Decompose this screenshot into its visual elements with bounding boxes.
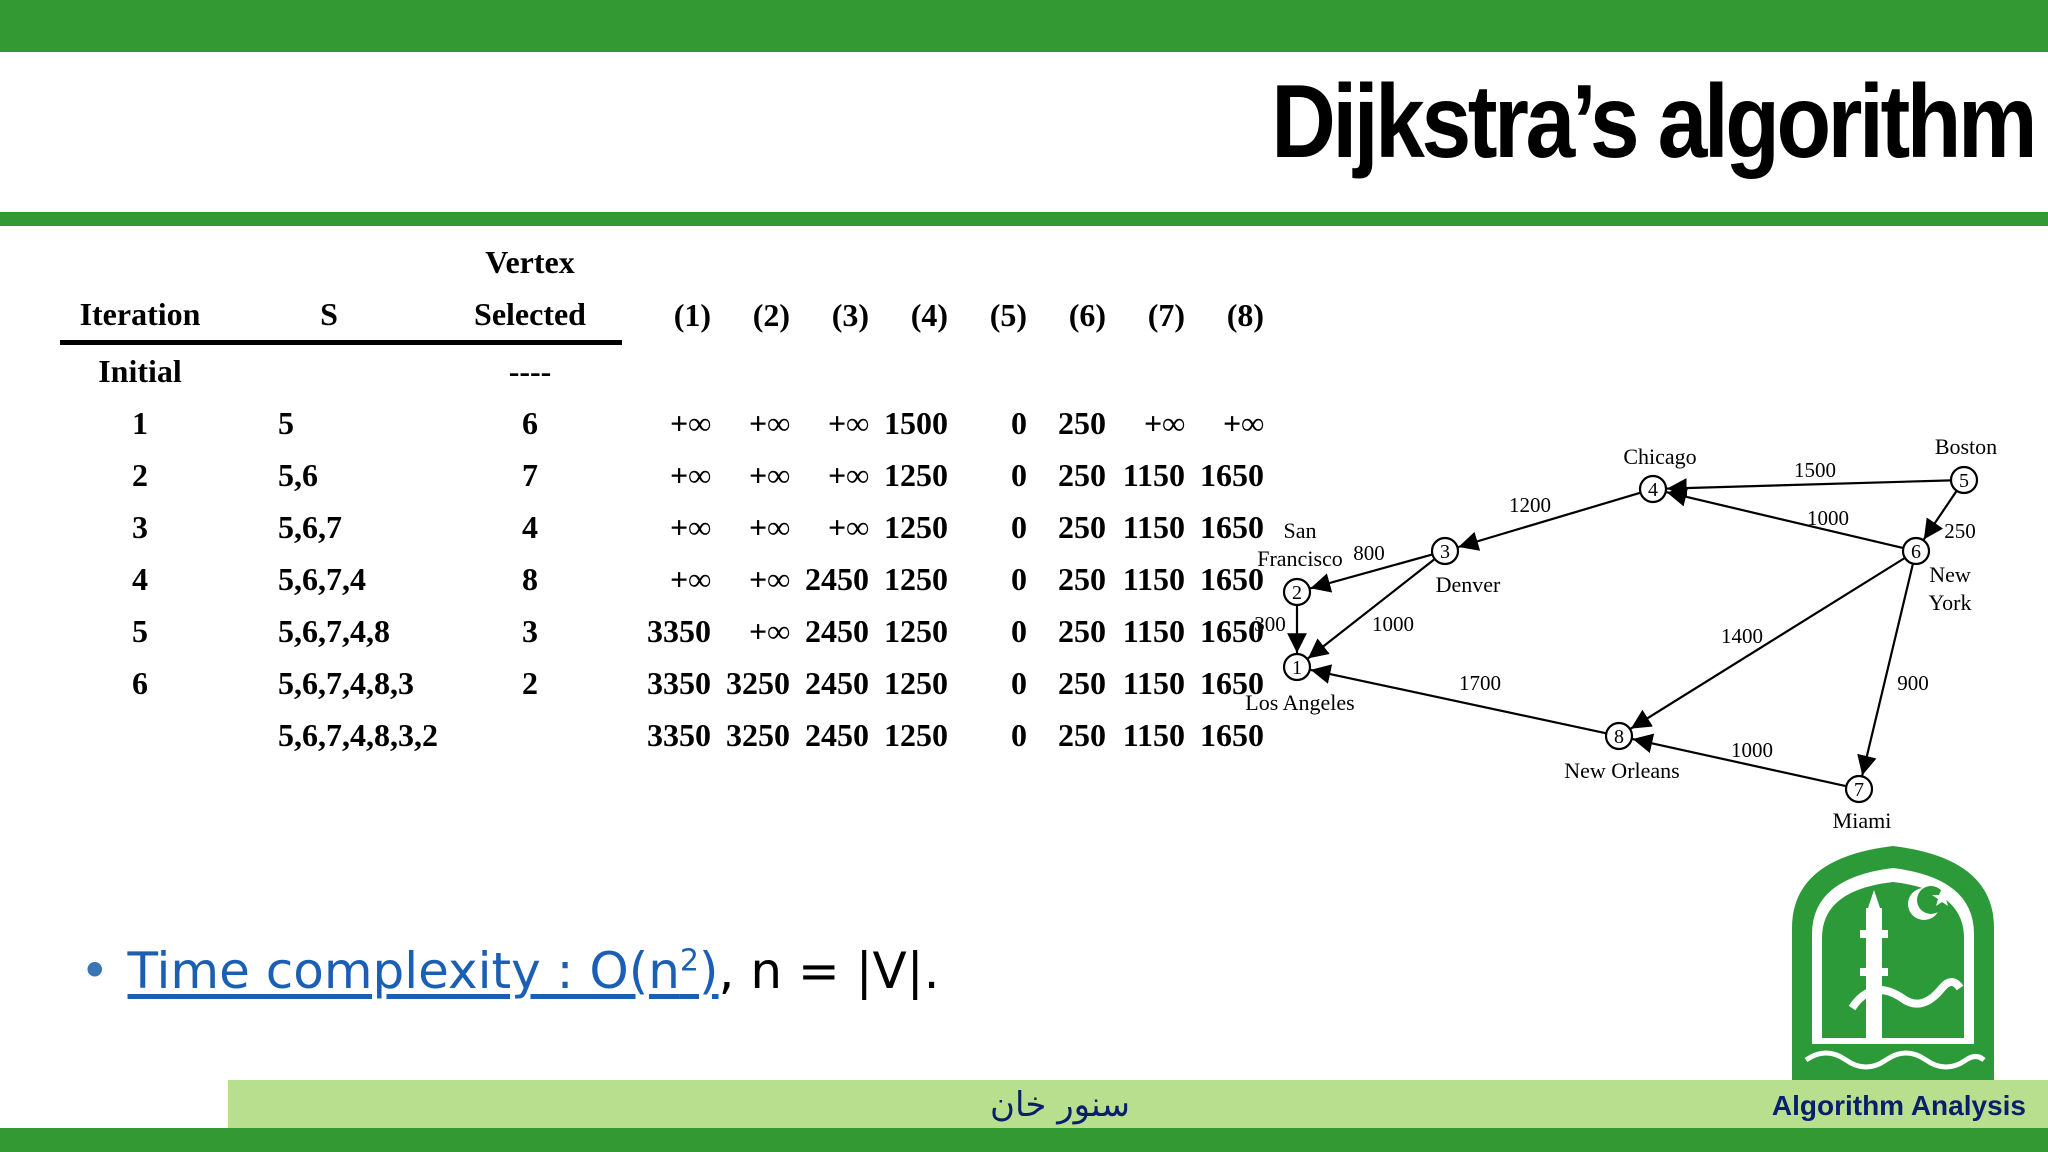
distance-cell: 2450 xyxy=(805,613,869,649)
distance-cell xyxy=(711,343,790,398)
city-label: New Orleans xyxy=(1564,758,1680,783)
complexity-bullet xyxy=(80,942,939,1000)
distance-cell: 3350 xyxy=(647,665,711,701)
s-set-cell: 5,6,7 xyxy=(278,509,342,545)
distance-cell: +∞ xyxy=(827,457,869,493)
iteration-cell: Initial xyxy=(98,353,182,389)
edge-weight-label: 1700 xyxy=(1459,671,1501,695)
graph-edge-6-7 xyxy=(1862,564,1913,776)
city-label: Boston xyxy=(1934,434,1998,459)
iteration-cell: 5 xyxy=(132,613,148,649)
node-id-label: 3 xyxy=(1440,541,1450,563)
city-label: San xyxy=(1283,518,1317,543)
title-divider xyxy=(0,212,2048,226)
node-id-label: 1 xyxy=(1292,657,1302,679)
gap-cell xyxy=(622,709,632,761)
header-d1: (1) xyxy=(673,297,711,334)
table-row xyxy=(60,709,1264,761)
distance-cell: 0 xyxy=(1011,561,1027,597)
distance-cell: +∞ xyxy=(827,509,869,545)
distance-cell xyxy=(1106,343,1185,398)
header-d8: (8) xyxy=(1226,297,1264,334)
iteration-cell: 6 xyxy=(132,665,148,701)
distance-cell: 0 xyxy=(1011,613,1027,649)
distance-cell: 1250 xyxy=(884,509,948,545)
distance-cell: 3250 xyxy=(726,665,790,701)
table-body xyxy=(60,343,1264,762)
distance-cell: 1150 xyxy=(1122,665,1185,701)
distance-cell xyxy=(869,343,948,398)
distance-cell: +∞ xyxy=(669,405,711,441)
distance-cell: +∞ xyxy=(748,457,790,493)
distance-cell: +∞ xyxy=(1143,405,1185,441)
header-d5: (5) xyxy=(989,297,1027,334)
distance-cell: +∞ xyxy=(748,509,790,545)
distance-cell: 1650 xyxy=(1200,457,1264,493)
distance-cell: 1650 xyxy=(1200,613,1264,649)
distance-cell: 250 xyxy=(1058,665,1106,701)
node-id-label: 8 xyxy=(1614,726,1624,748)
table-row xyxy=(60,397,1264,449)
header-d2: (2) xyxy=(752,297,790,334)
distance-cell: 1150 xyxy=(1122,457,1185,493)
distance-cell: +∞ xyxy=(748,613,790,649)
header-d3: (3) xyxy=(831,297,869,334)
selected-vertex-cell: 8 xyxy=(522,561,538,597)
distance-cell: 250 xyxy=(1058,405,1106,441)
distance-cell xyxy=(948,343,1027,398)
distance-cell: 250 xyxy=(1058,613,1106,649)
complexity-link[interactable]: Time complexity : $O(n^2)$ xyxy=(127,942,719,1000)
distance-cell: 250 xyxy=(1058,509,1106,545)
edge-weight-label: 800 xyxy=(1353,541,1385,565)
distance-cell: 0 xyxy=(1011,457,1027,493)
bottom-green-bar xyxy=(0,1128,2048,1152)
distance-cell: 2450 xyxy=(805,561,869,597)
city-label: New xyxy=(1929,562,1971,587)
selected-vertex-cell: 2 xyxy=(522,665,538,701)
distance-cell: 1150 xyxy=(1122,717,1185,753)
s-set-cell: 5 xyxy=(278,405,294,441)
edge-weight-label: 900 xyxy=(1897,671,1929,695)
edge-weight-label: 250 xyxy=(1944,519,1976,543)
distance-cell: 3350 xyxy=(647,613,711,649)
distance-cell: 3250 xyxy=(726,717,790,753)
distance-cell: 1650 xyxy=(1200,717,1264,753)
table-row xyxy=(60,343,1264,398)
distance-cell: +∞ xyxy=(669,509,711,545)
city-label: Denver xyxy=(1435,572,1501,597)
city-label: Francisco xyxy=(1257,546,1343,571)
table-row xyxy=(60,449,1264,501)
distance-cell: 1250 xyxy=(884,717,948,753)
city-label: Miami xyxy=(1832,808,1892,833)
edge-weight-label: 1000 xyxy=(1731,738,1773,762)
selected-vertex-cell: 6 xyxy=(522,405,538,441)
gap-cell xyxy=(622,449,632,501)
table-row xyxy=(60,605,1264,657)
distance-cell: 250 xyxy=(1058,561,1106,597)
distance-cell: +∞ xyxy=(669,561,711,597)
table-row xyxy=(60,501,1264,553)
node-id-label: 5 xyxy=(1959,470,1969,492)
footer-author: سنور خان xyxy=(990,1085,1130,1125)
header-selected: Selected xyxy=(438,288,622,343)
node-id-label: 2 xyxy=(1292,582,1302,604)
distance-cell: +∞ xyxy=(827,405,869,441)
distance-cell: 0 xyxy=(1011,405,1027,441)
iteration-table xyxy=(60,236,1264,761)
distance-cell: 1500 xyxy=(884,405,948,441)
distance-cell: +∞ xyxy=(748,405,790,441)
table-row xyxy=(60,657,1264,709)
edge-weight-label: 1000 xyxy=(1372,612,1414,636)
distance-cell: 1150 xyxy=(1122,509,1185,545)
distance-cell: 250 xyxy=(1058,717,1106,753)
footer-course: Algorithm Analysis xyxy=(1771,1090,2026,1121)
s-set-cell: 5,6 xyxy=(278,457,318,493)
city-graph xyxy=(1230,420,2030,850)
gap-cell xyxy=(622,605,632,657)
distance-cell: +∞ xyxy=(669,457,711,493)
distance-cell: +∞ xyxy=(748,561,790,597)
distance-cell: 1150 xyxy=(1122,561,1185,597)
edge-weight-label: 300 xyxy=(1254,612,1286,636)
distance-cell: 2450 xyxy=(805,665,869,701)
s-set-cell: 5,6,7,4,8 xyxy=(278,613,390,649)
iteration-cell: 2 xyxy=(132,457,148,493)
city-label: Chicago xyxy=(1623,444,1697,469)
distance-cell: 0 xyxy=(1011,665,1027,701)
node-id-label: 4 xyxy=(1648,479,1658,501)
bullet-dot: • xyxy=(80,942,110,1000)
header-d4: (4) xyxy=(910,297,948,334)
edge-weight-label: 1200 xyxy=(1509,493,1551,517)
distance-cell xyxy=(1185,343,1264,398)
gap-cell xyxy=(622,397,632,449)
distance-cell: +∞ xyxy=(1222,405,1264,441)
distance-cell: 250 xyxy=(1058,457,1106,493)
iteration-cell: 1 xyxy=(132,405,148,441)
distance-cell: 0 xyxy=(1011,509,1027,545)
s-set-cell: 5,6,7,4,8,3 xyxy=(278,665,414,701)
distance-cell: 2450 xyxy=(805,717,869,753)
selected-vertex-cell xyxy=(438,709,622,761)
header-vertex: Vertex xyxy=(485,244,575,280)
page-title: Dijkstra’s algorithm xyxy=(1271,64,2034,180)
table-row xyxy=(60,553,1264,605)
distance-cell xyxy=(1027,343,1106,398)
selected-vertex-cell: ---- xyxy=(508,353,552,389)
edge-weight-label: 1500 xyxy=(1794,458,1836,482)
distance-cell: 1650 xyxy=(1200,509,1264,545)
city-label: York xyxy=(1928,590,1972,615)
selected-vertex-cell: 4 xyxy=(522,509,538,545)
gap-cell xyxy=(622,553,632,605)
node-id-label: 7 xyxy=(1854,779,1864,801)
selected-vertex-cell: 7 xyxy=(522,457,538,493)
selected-vertex-cell: 3 xyxy=(522,613,538,649)
graph-edge-6-8 xyxy=(1631,558,1905,729)
graph-edge-6-4 xyxy=(1667,492,1904,548)
iteration-cell xyxy=(60,709,220,761)
gap-cell xyxy=(622,343,632,398)
distance-cell: 1250 xyxy=(884,561,948,597)
distance-cell: 1250 xyxy=(884,665,948,701)
s-set-cell xyxy=(220,343,438,398)
header-d7: (7) xyxy=(1147,297,1185,334)
distance-cell: 0 xyxy=(1011,717,1027,753)
distance-cell: 1250 xyxy=(884,613,948,649)
edge-weight-label: 1400 xyxy=(1721,624,1763,648)
top-green-bar xyxy=(0,0,2048,52)
node-id-label: 6 xyxy=(1911,541,1921,563)
university-logo-icon xyxy=(1782,838,2004,1082)
distance-cell: 1650 xyxy=(1200,665,1264,701)
distance-cell: 1150 xyxy=(1122,613,1185,649)
distance-cell: 1650 xyxy=(1200,561,1264,597)
distance-cell xyxy=(790,343,869,398)
city-label: Los Angeles xyxy=(1245,690,1355,715)
graph-edge-3-1 xyxy=(1308,559,1435,658)
header-s: S xyxy=(220,288,438,343)
iteration-cell: 3 xyxy=(132,509,148,545)
header-d6: (6) xyxy=(1068,297,1106,334)
header-iteration: Iteration xyxy=(60,288,220,343)
s-set-cell: 5,6,7,4,8,3,2 xyxy=(278,717,438,753)
gap-cell xyxy=(622,657,632,709)
edge-weight-label: 1000 xyxy=(1807,506,1849,530)
gap-cell xyxy=(622,501,632,553)
distance-cell xyxy=(632,343,711,398)
distance-cell: 3350 xyxy=(647,717,711,753)
complexity-rest: , n = |V|. xyxy=(718,942,940,1000)
s-set-cell: 5,6,7,4 xyxy=(278,561,366,597)
distance-cell: 1250 xyxy=(884,457,948,493)
iteration-cell: 4 xyxy=(132,561,148,597)
